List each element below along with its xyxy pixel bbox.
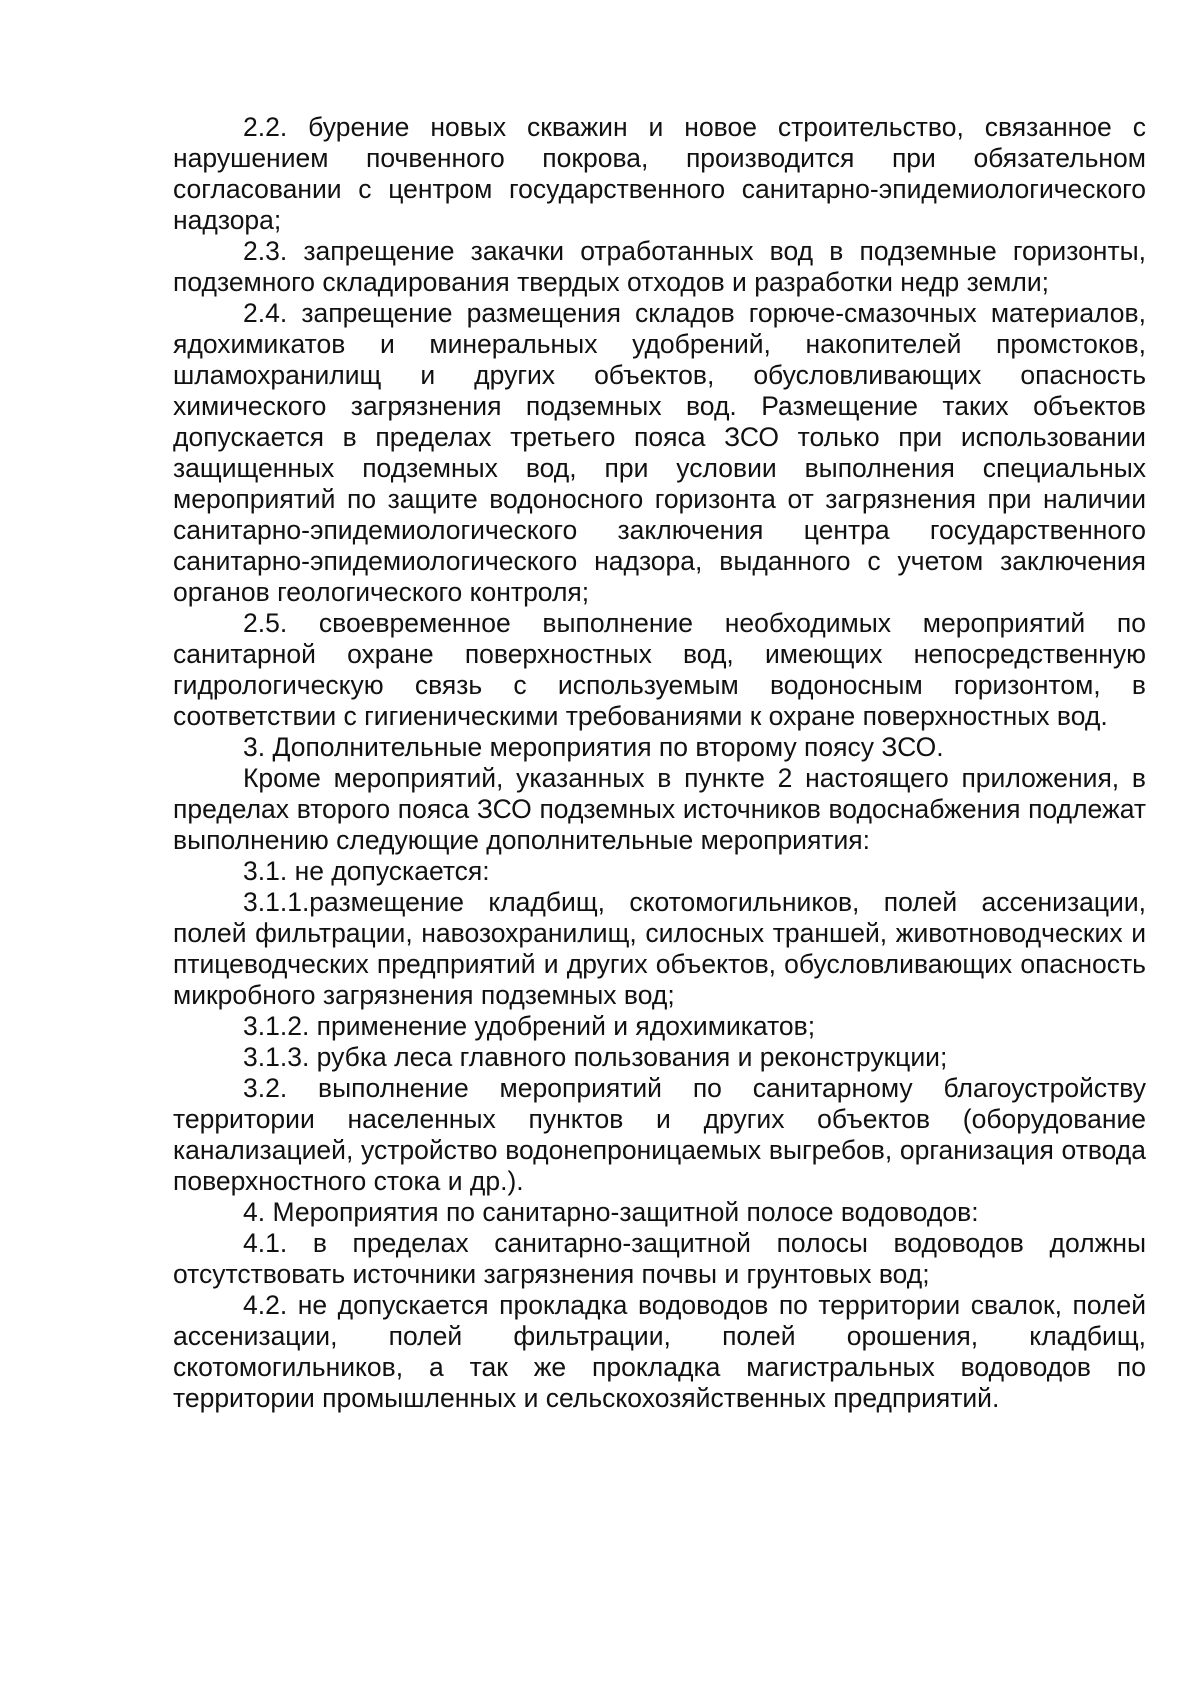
section-3-heading: 3. Дополнительные мероприятия по второму поясу ЗСО. — [243, 732, 944, 762]
paragraph-3-1-2: 3.1.2. применение удобрений и ядохимикатов; — [243, 1011, 816, 1041]
paragraph-4-2: 4.2. не допускается прокладка водоводов по территории свалок, полей ассенизации, полей фильтрации, полей орошения, кладбищ, скотомогильников, а так же прокладка магистральных водоводов по территории промышленных и сельскохозяйственных предприятий. — [173, 1290, 1146, 1413]
section-4-heading: 4. Мероприятия по санитарно-защитной полосе водоводов: — [243, 1197, 979, 1227]
paragraph-3-1-3: 3.1.3. рубка леса главного пользования и реконструкции; — [243, 1042, 948, 1072]
paragraph-2-5: 2.5. своевременное выполнение необходимых мероприятий по санитарной охране поверхностных вод, имеющих непосредственную гидрологическую связь с используемым водоносным горизонтом, в соответствии с гигиеническими требованиями к охране поверхностных вод. — [173, 608, 1146, 731]
paragraph-4-1: 4.1. в пределах санитарно-защитной полосы водоводов должны отсутствовать источники загрязнения почвы и грунтовых вод; — [173, 1228, 1146, 1289]
paragraph-2-4: 2.4. запрещение размещения складов горюче-смазочных материалов, ядохимикатов и минеральных удобрений, накопителей промстоков, шламохранилищ и других объектов, обусловливающих опасность химического загрязнения подземных вод. Размещение таких объектов допускается в пределах третьего пояса ЗСО только при использовании защищенных подземных вод, при условии выполнения специальных мероприятий по защите водоносного горизонта от загрязнения при наличии санитарно-эпидемиологического заключения центра государственного санитарно-эпидемиологического надзора, выданного с учетом заключения органов геологического контроля; — [173, 298, 1146, 607]
paragraph-2-2: 2.2. бурение новых скважин и новое строительство, связанное с нарушением почвенного покрова, производится при обязательном согласовании с центром государственного санитарно-эпидемиологического надзора; — [173, 112, 1146, 235]
paragraph-3-1-1: 3.1.1.размещение кладбищ, скотомогильников, полей ассенизации, полей фильтрации, навозохранилищ, силосных траншей, животноводческих и птицеводческих предприятий и других объектов, обусловливающих опасность микробного загрязнения подземных вод; — [173, 887, 1146, 1010]
paragraph-3-intro: Кроме мероприятий, указанных в пункте 2 настоящего приложения, в пределах второго пояса ЗСО подземных источников водоснабжения подлежат выполнению следующие дополнительные мероприятия: — [173, 763, 1146, 855]
document-page — [173, 112, 1146, 1414]
paragraph-2-3: 2.3. запрещение закачки отработанных вод в подземные горизонты, подземного складирования твердых отходов и разработки недр земли; — [173, 236, 1146, 297]
paragraph-3-1: 3.1. не допускается: — [243, 856, 490, 886]
paragraph-3-2: 3.2. выполнение мероприятий по санитарному благоустройству территории населенных пунктов и других объектов (оборудование канализацией, устройство водонепроницаемых выгребов, организация отвода поверхностного стока и др.). — [173, 1073, 1146, 1196]
